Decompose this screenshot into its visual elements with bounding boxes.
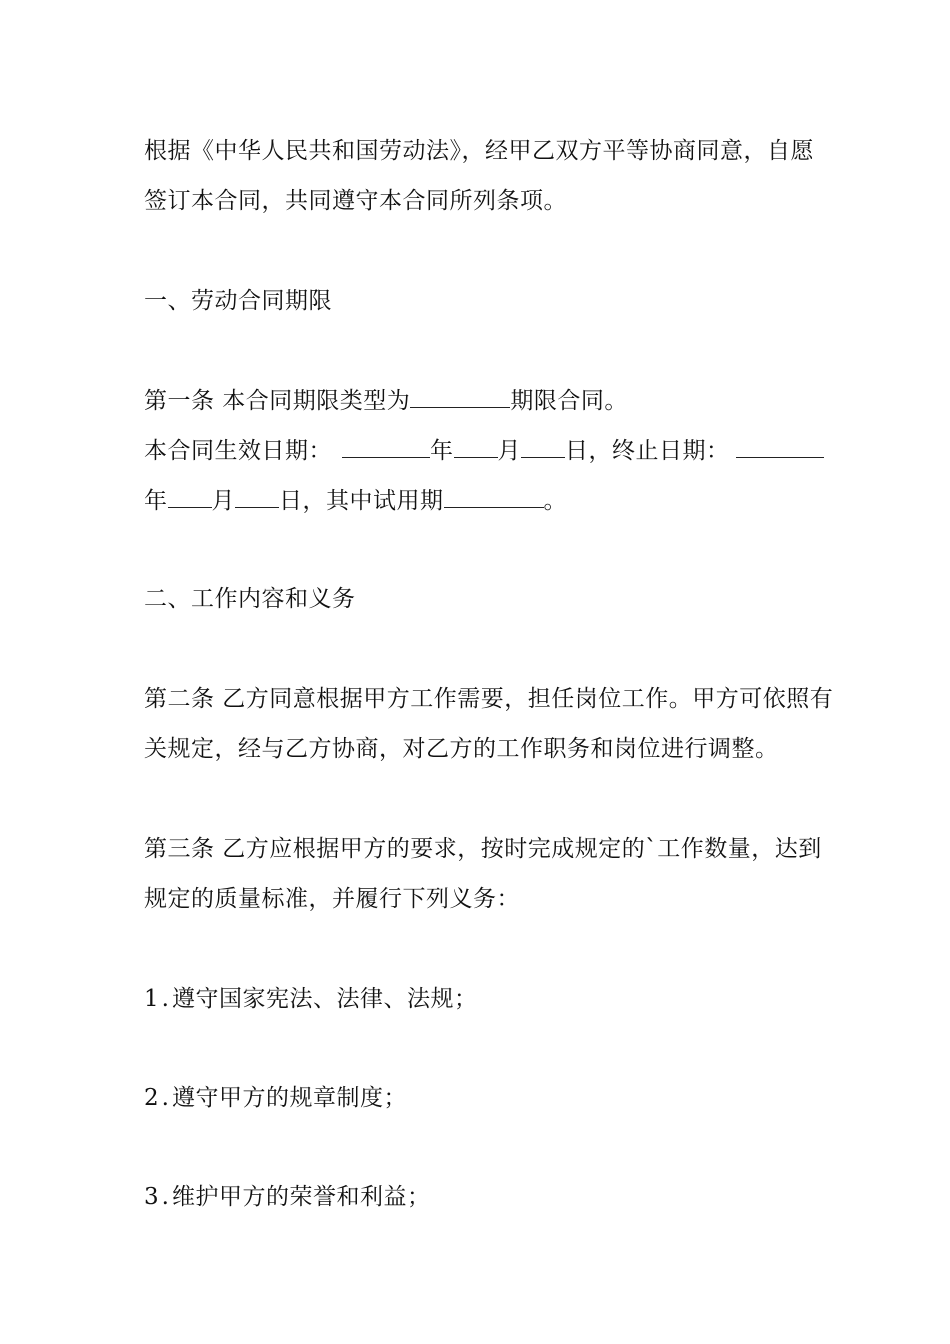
- end-year-label: 年: [144, 488, 168, 514]
- end-date-line: [144, 486, 567, 516]
- article-1-line: [144, 386, 628, 416]
- end-day-blank: [235, 487, 279, 508]
- list-item-number: 2.: [144, 1085, 172, 1111]
- article-2-line-2: 关规定，经与乙方协商，对乙方的工作职务和岗位进行调整。: [144, 736, 779, 762]
- trial-period-blank: [444, 487, 544, 508]
- list-item-text: 维护甲方的荣誉和利益；: [171, 1184, 431, 1210]
- start-year-label: 年: [430, 438, 454, 464]
- intro-line-2: 签订本合同，共同遵守本合同所列条项。: [144, 188, 567, 214]
- list-item-text: 遵守甲方的规章制度；: [171, 1085, 407, 1111]
- effective-date-line: [144, 436, 824, 466]
- article-3-line-2: 规定的质量标准，并履行下列义务：: [144, 886, 520, 912]
- start-month-blank: [454, 437, 498, 458]
- intro-line-1: 根据《中华人民共和国劳动法》，经甲乙双方平等协商同意，自愿: [144, 138, 814, 164]
- effective-date-label: 本合同生效日期：: [144, 438, 332, 464]
- list-item: [144, 1182, 430, 1212]
- list-item: [144, 1083, 407, 1113]
- list-item: [144, 984, 477, 1014]
- article-1-prefix: 第一条 本合同期限类型为: [144, 388, 411, 414]
- trial-period-end: 。: [543, 488, 567, 514]
- end-month-blank: [168, 487, 212, 508]
- article-3-line-1: 第三条 乙方应根据甲方的要求，按时完成规定的`工作数量，达到: [144, 836, 822, 862]
- start-month-label: 月: [497, 438, 521, 464]
- list-item-number: 1.: [144, 986, 172, 1012]
- list-item-text: 遵守国家宪法、法律、法规；: [171, 986, 478, 1012]
- list-item-number: 3.: [144, 1184, 172, 1210]
- section-heading-term: 一、劳动合同期限: [144, 288, 332, 314]
- start-year-blank: [342, 437, 430, 458]
- end-date-label: 日，终止日期：: [565, 438, 730, 464]
- article-1-suffix: 期限合同。: [510, 388, 628, 414]
- end-month-label: 月: [211, 488, 235, 514]
- article-2-line-1: 第二条 乙方同意根据甲方工作需要，担任岗位工作。甲方可依照有: [144, 686, 834, 712]
- contract-type-blank: [410, 387, 510, 408]
- section-heading-duties: 二、工作内容和义务: [144, 586, 356, 612]
- trial-period-label: 日，其中试用期: [279, 488, 444, 514]
- start-day-blank: [521, 437, 565, 458]
- contract-page: [144, 0, 834, 1344]
- end-year-blank: [736, 437, 824, 458]
